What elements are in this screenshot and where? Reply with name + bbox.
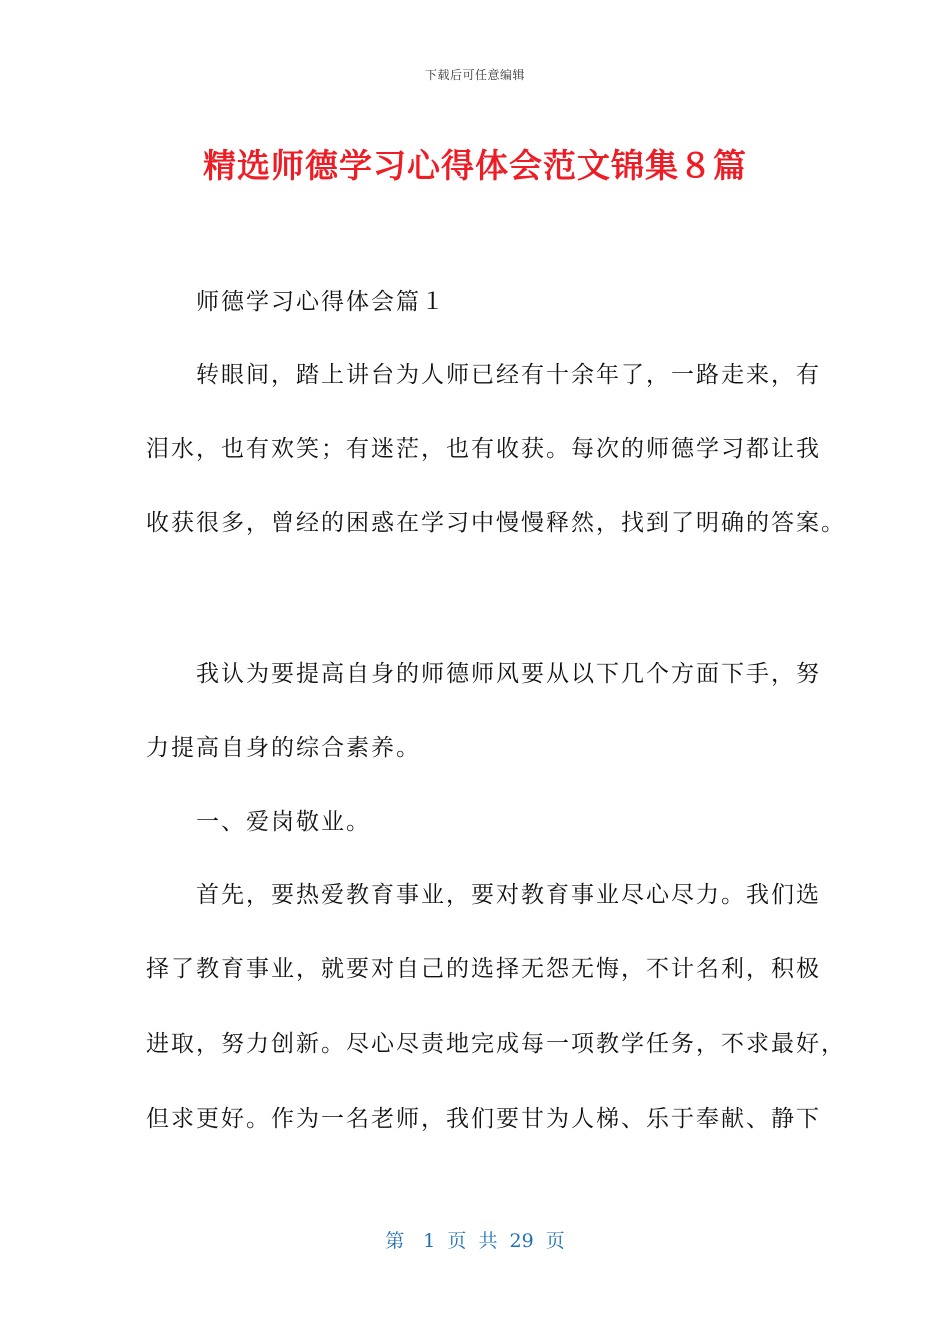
paragraph-line: 首先，要热爱教育事业，要对教育事业尽心尽力。我们选 [146, 882, 821, 908]
paragraph-line: 进取，努力创新。尽心尽责地完成每一项教学任务，不求最好， [146, 1031, 846, 1057]
section-heading-1: 师德学习心得体会篇１ [146, 289, 446, 315]
header-note: 下载后可任意编辑 [424, 68, 525, 82]
paragraph-line: 择了教育事业，就要对自己的选择无怨无悔，不计名利，积极 [146, 956, 821, 982]
paragraph-line: 收获很多，曾经的困惑在学习中慢慢释然，找到了明确的答案。 [146, 510, 846, 536]
paragraph-line: 力提高自身的综合素养。 [146, 735, 421, 761]
subheading: 一、爱岗敬业。 [146, 809, 371, 835]
paragraph-line: 但求更好。作为一名老师，我们要甘为人梯、乐于奉献、静下 [146, 1106, 821, 1132]
paragraph-line: 泪水，也有欢笑；有迷茫，也有收获。每次的师德学习都让我 [146, 436, 821, 462]
paragraph-line: 我认为要提高自身的师德师风要从以下几个方面下手，努 [146, 661, 821, 687]
page-number-footer: 第 1 页 共 29 页 [385, 1230, 565, 1252]
document-title: 精选师德学习心得体会范文锦集８篇 [203, 146, 747, 185]
paragraph-line: 转眼间，踏上讲台为人师已经有十余年了，一路走来，有 [146, 362, 821, 388]
